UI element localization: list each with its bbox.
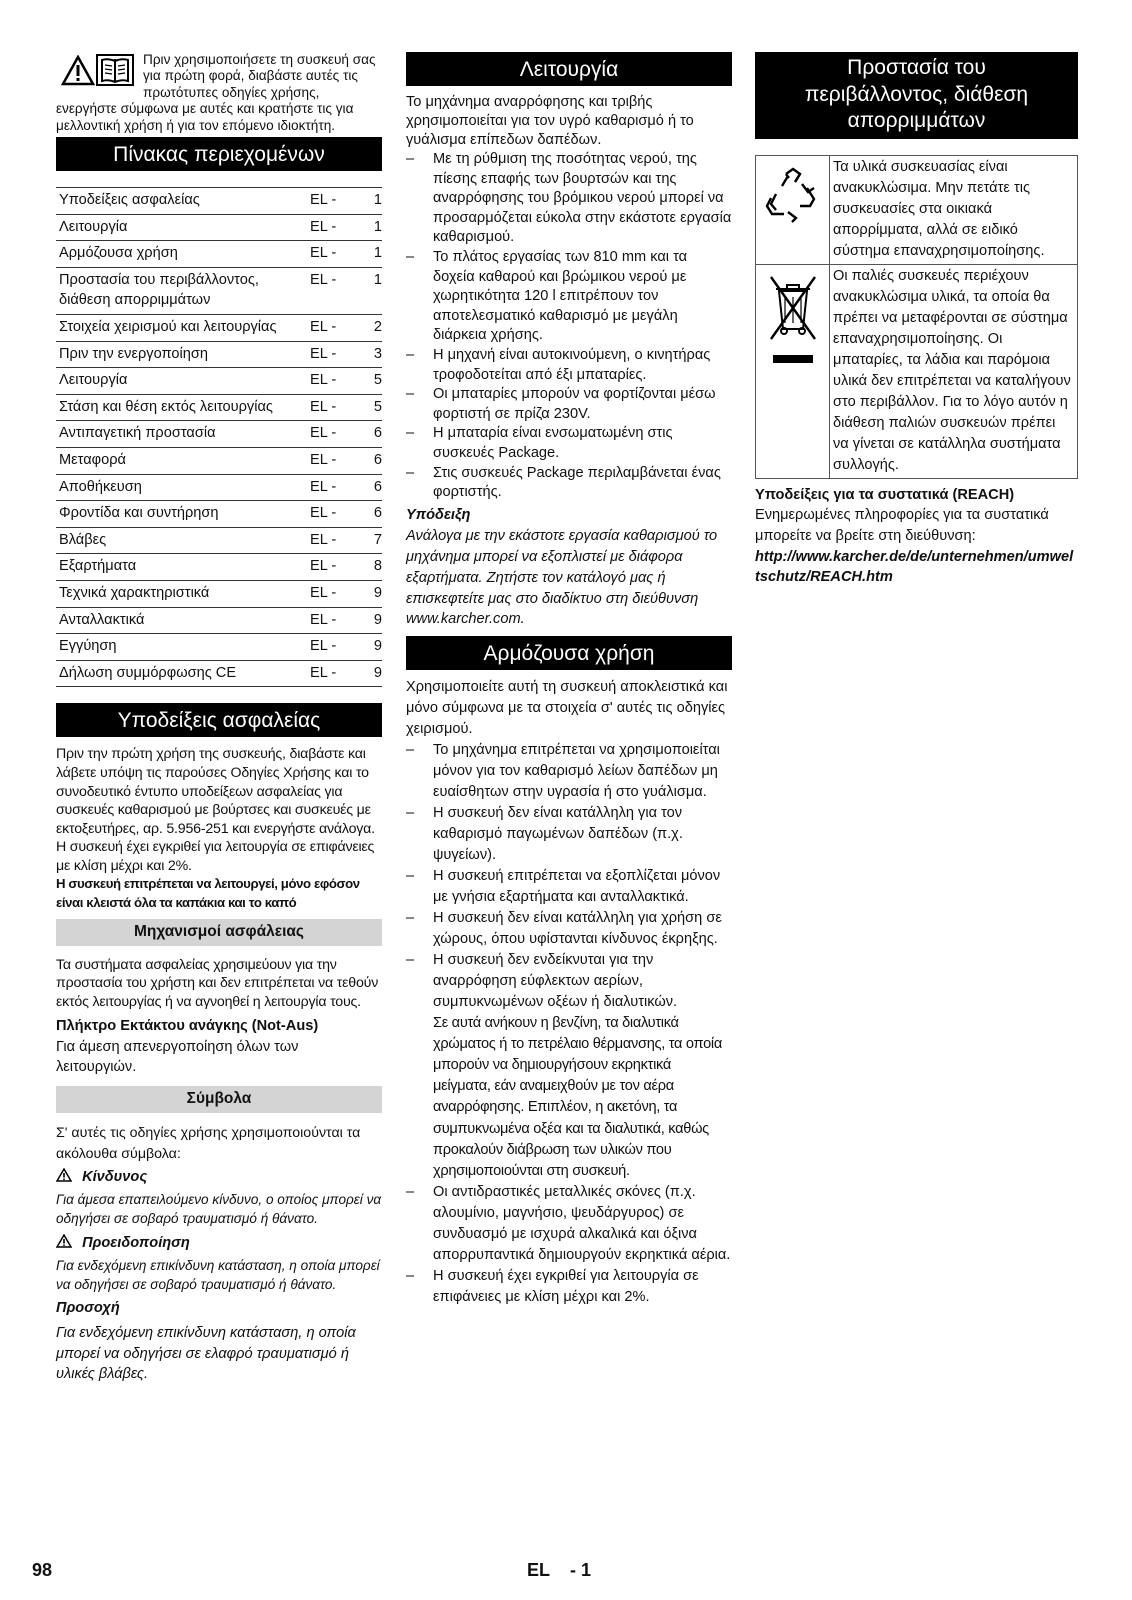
toc-page: 3 xyxy=(361,341,382,368)
function-title: Λειτουργία xyxy=(406,52,732,86)
toc-ref: EL - xyxy=(310,447,361,474)
toc-row[interactable] xyxy=(56,341,382,368)
intro-icons xyxy=(62,54,139,88)
toc-row[interactable] xyxy=(56,241,382,268)
footer-lang: EL xyxy=(527,1560,551,1580)
dash-marker: – xyxy=(406,1268,415,1285)
toc-row[interactable] xyxy=(56,267,382,314)
safety-paragraph-2: Η συσκευή έχει εγκριθεί για λειτουργία σε επιφάνειες με κλίση μέχρι και 2%. xyxy=(56,839,375,874)
list-item-text: Η συσκευή δεν είναι κατάλληλη για τον καθαρισμό παγωμένων δαπέδων (π.χ. ψυγείων). xyxy=(433,804,683,863)
dash-marker: – xyxy=(406,346,415,363)
recycle-row xyxy=(756,155,1078,264)
danger-title: Κίνδυνος xyxy=(82,1168,148,1185)
manual-book-icon xyxy=(96,54,134,86)
danger-text: Για άμεσα επαπειλούμενο κίνδυνο, ο οποίος μπορεί να οδηγήσει σε σοβαρό τραυματισμό ή θάνατο. xyxy=(56,1192,382,1227)
toc-row[interactable] xyxy=(56,527,382,554)
toc-row[interactable] xyxy=(56,634,382,661)
environment-table xyxy=(755,155,1078,479)
note-text: Ανάλογα με την εκάστοτε εργασία καθαρισμού το μηχάνημα μπορεί να εξοπλιστεί με διάφορα εξαρτήματα. Ζητήστε τον κατάλογό μας ή επισκεφτείτε μας στο διαδίκτυο στη διεύθυνση www.karcher.com. xyxy=(406,528,718,628)
danger-triangle-icon xyxy=(56,1168,72,1182)
column-right xyxy=(755,52,1078,588)
toc-ref: EL - xyxy=(310,580,361,607)
toc-page: 7 xyxy=(361,527,382,554)
toc-label[interactable]: Αποθήκευση xyxy=(56,474,310,501)
list-item xyxy=(406,1266,732,1308)
warning-title: Προειδοποίηση xyxy=(82,1234,190,1251)
toc-ref: EL - xyxy=(310,188,361,215)
dash-marker: – xyxy=(406,951,415,968)
column-left xyxy=(56,52,382,1385)
toc-row[interactable] xyxy=(56,554,382,581)
warning-text: Για ενδεχόμενη επικίνδυνη κατάσταση, η οποία μπορεί να οδηγήσει σε σοβαρό τραυματισμό ή θάνατο. xyxy=(56,1258,380,1292)
weee-cell xyxy=(756,264,830,478)
dash-marker: – xyxy=(406,1184,415,1201)
toc-ref: EL - xyxy=(310,660,361,687)
toc-ref: EL - xyxy=(310,341,361,368)
recycle-cell xyxy=(756,155,830,264)
list-item-text: Η μηχανή είναι αυτοκινούμενη, ο κινητήρας τροφοδοτείται από έξι μπαταρίες. xyxy=(433,346,711,383)
function-intro: Το μηχάνημα αναρρόφησης και τριβής χρησιμοποιείται για τον υγρό καθαρισμό ή το γυάλισμα επίπεδων δαπέδων. xyxy=(406,94,694,148)
toc-page: 1 xyxy=(361,188,382,215)
toc-label[interactable]: Στοιχεία χειρισμού και λειτουργίας xyxy=(56,315,310,342)
toc-label[interactable]: Αρμόζουσα χρήση xyxy=(56,241,310,268)
toc-row[interactable] xyxy=(56,188,382,215)
estop-text: Για άμεση απενεργοποίηση όλων των λειτουργιών. xyxy=(56,1038,299,1076)
dash-marker: – xyxy=(406,386,415,403)
caution-text: Για ενδεχόμενη επικίνδυνη κατάσταση, η οποία μπορεί να οδηγήσει σε ελαφρό τραυματισμό ή υλικές βλάβες. xyxy=(56,1324,356,1383)
list-item xyxy=(406,950,732,1013)
toc-table xyxy=(56,187,382,687)
list-item-text: Το πλάτος εργασίας των 810 mm και τα δοχεία καθαρού και βρώμικου νερού με χωρητικότητα 120 l επιτρέπουν τον αποτελεσματικό καθαρισμό με μεγάλη διάρκεια χρήσης. xyxy=(433,248,688,344)
toc-label[interactable]: Μεταφορά xyxy=(56,447,310,474)
list-item xyxy=(406,740,732,803)
proper-use-list-2 xyxy=(406,1182,732,1308)
intro-text: Πριν χρησιμοποιήσετε τη συσκευή σας για πρώτη φορά, διαβάστε αυτές τις πρωτότυπες οδηγίες χρήσης, ενεργήστε σύμφωνα με αυτές και κρατήστε τις για μελλοντική χρήση ή για τον επόμενο ιδιοκτήτη. xyxy=(56,52,376,133)
note-title: Υπόδειξη xyxy=(406,506,471,523)
proper-use-continuation: Σε αυτά ανήκουν η βενζίνη, τα διαλυτικά χρώματος ή το πετρέλαιο θέρμανσης, τα οποία μπορούν να δημιουργήσουν εκρηκτικά μείγματα, εάν αναμειχθούν με τον αέρα αναρρόφησης. Επιπλέον, η ακετόνη, τα συμπυκνωμένα οξέα και τα διαλυτικά, καθώς προκαλούν διάβρωση των υλικών που χρησιμοποιούνται στη συσκευή. xyxy=(433,1014,722,1180)
caution-title: Προσοχή xyxy=(56,1300,120,1317)
toc-page: 6 xyxy=(361,421,382,448)
environment-title: Προστασία του περιβάλλοντος, διάθεση απορριμμάτων xyxy=(755,52,1078,139)
weee-text: Οι παλιές συσκευές περιέχουν ανακυκλώσιμα υλικά, τα οποία θα πρέπει να μεταφέρονται σε σύστημα επαναχρησιμοποίησης. Οι μπαταρίες, τα λάδια και παρόμοια υλικά δεν επιτρέπεται να καταλήγουν στο περιβάλλον. Για το λόγο αυτόν η διάθεση παλιών συσκευών πρέπει να γίνεται σε κατάλληλα συστήματα συλλογής. xyxy=(830,264,1078,478)
dash-marker: – xyxy=(406,248,415,265)
dash-marker: – xyxy=(406,741,415,758)
list-item xyxy=(406,385,732,424)
list-item-text: Το μηχάνημα επιτρέπεται να χρησιμοποιείται μόνον για τον καθαρισμό λείων δαπέδων μη ευαίσθητων στην υγρασία ή στο γυάλισμα. xyxy=(433,741,720,800)
footer-page-ref: - 1 xyxy=(570,1560,592,1580)
list-item-text: Η συσκευή δεν ενδείκνυται για την αναρρόφηση εύφλεκτων αερίων, συμπυκνωμένων οξέων ή διαλυτικών. xyxy=(433,951,678,1010)
footer-page-number: 98 xyxy=(32,1560,53,1580)
dash-marker: – xyxy=(406,464,415,481)
toc-row[interactable] xyxy=(56,421,382,448)
toc-label[interactable]: Εξαρτήματα xyxy=(56,554,310,581)
toc-ref: EL - xyxy=(310,554,361,581)
mechanisms-subtitle: Μηχανισμοί ασφάλειας xyxy=(56,919,382,946)
toc-page: 5 xyxy=(361,368,382,395)
toc-row[interactable] xyxy=(56,607,382,634)
list-item xyxy=(406,424,732,463)
proper-use-title: Αρμόζουσα χρήση xyxy=(406,636,732,670)
dash-marker: – xyxy=(406,867,415,884)
toc-page: 6 xyxy=(361,447,382,474)
dash-marker: – xyxy=(406,151,415,167)
list-item-text: Οι μπαταρίες μπορούν να φορτίζονται μέσω φορτιστή σε πρίζα 230V. xyxy=(433,386,716,422)
toc-row[interactable] xyxy=(56,474,382,501)
function-list xyxy=(406,150,732,503)
list-item-text: Οι αντιδραστικές μεταλλικές σκόνες (π.χ. αλουμίνιο, μαγνήσιο, ψευδάργυρος) σε συνδυασμό με ισχυρά αλκαλικά και όξινα απορρυπαντικά δημιουργούν εκρηκτικά αέρια. xyxy=(433,1184,731,1264)
toc-label[interactable]: Εγγύηση xyxy=(56,634,310,661)
toc-ref: EL - xyxy=(310,607,361,634)
intro-block xyxy=(56,52,382,134)
safety-paragraph-1: Πριν την πρώτη χρήση της συσκευής, διαβάστε και λάβετε υπόψη τις παρούσες Οδηγίες Χρήσης και το συνοδευτικό έντυπο υποδείξεων ασφαλείας για συσκευές καθαρισμού με βούρτσες και συσκευές με εκτοξευτήρες, αρ. 5.956-251 και ενεργήστε ανάλογα. xyxy=(56,746,375,837)
toc-ref: EL - xyxy=(310,634,361,661)
list-item-text: Στις συσκευές Package περιλαμβάνεται ένας φορτιστής. xyxy=(433,464,721,501)
list-item-text: Με τη ρύθμιση της ποσότητας νερού, της πίεσης επαφής των βουρτσών και της αναρρόφησης του βρόμικου νερού μπορεί να προσαρμόζεται εύκολα στην εκάστοτε εργασία καθαρισμού. xyxy=(433,151,732,246)
toc-label[interactable]: Πριν την ενεργοποίηση xyxy=(56,341,310,368)
toc-label[interactable]: Ανταλλακτικά xyxy=(56,607,310,634)
dash-marker: – xyxy=(406,804,415,821)
toc-ref: EL - xyxy=(310,394,361,421)
safety-paragraph-3: Η συσκευή επιτρέπεται να λειτουργεί, μόνο εφόσον είναι κλειστά όλα τα καπάκια και το καπό xyxy=(56,876,360,911)
list-item xyxy=(406,248,732,346)
toc-page: 9 xyxy=(361,660,382,687)
toc-page: 1 xyxy=(361,267,382,314)
symbols-intro: Σ' αυτές τις οδηγίες χρήσης χρησιμοποιούνται τα ακόλουθα σύμβολα: xyxy=(56,1124,361,1162)
toc-row[interactable] xyxy=(56,394,382,421)
toc-page: 2 xyxy=(361,315,382,342)
list-item-text: Η συσκευή έχει εγκριθεί για λειτουργία σε επιφάνειες με κλίση μέχρι και 2%. xyxy=(433,1268,699,1306)
toc-label[interactable]: Βλάβες xyxy=(56,527,310,554)
toc-ref: EL - xyxy=(310,527,361,554)
toc-title: Πίνακας περιεχομένων xyxy=(56,137,382,171)
danger-heading xyxy=(56,1167,382,1188)
list-item xyxy=(406,908,732,950)
toc-row[interactable] xyxy=(56,660,382,687)
recycle-text: Τα υλικά συσκευασίας είναι ανακυκλώσιμα. Μην πετάτε τις συσκευασίες στα οικιακά απορρίμματα, αλλά σε ειδικό σύστημα επαναχρησιμοποίησης. xyxy=(830,155,1078,264)
toc-page: 6 xyxy=(361,501,382,528)
toc-ref: EL - xyxy=(310,501,361,528)
list-item xyxy=(406,346,732,385)
toc-page: 9 xyxy=(361,580,382,607)
list-item-text: Η συσκευή επιτρέπεται να εξοπλίζεται μόνον με γνήσια εξαρτήματα και ανταλλακτικά. xyxy=(433,867,721,905)
toc-page: 1 xyxy=(361,241,382,268)
toc-label[interactable]: Αντιπαγετική προστασία xyxy=(56,421,310,448)
toc-page: 6 xyxy=(361,474,382,501)
toc-row[interactable] xyxy=(56,315,382,342)
mechanisms-text: Τα συστήματα ασφαλείας χρησιμεύουν για την προστασία του χρήστη και δεν επιτρέπεται να τεθούν εκτός λειτουργίας ή να αγνοηθεί η λειτουργία τους. xyxy=(56,956,379,1011)
toc-ref: EL - xyxy=(310,315,361,342)
toc-row[interactable] xyxy=(56,501,382,528)
toc-label[interactable]: Λειτουργία xyxy=(56,214,310,241)
dash-marker: – xyxy=(406,425,415,442)
reach-title: Υποδείξεις για τα συστατικά (REACH) xyxy=(755,486,1015,503)
list-item xyxy=(406,1182,732,1266)
toc-ref: EL - xyxy=(310,241,361,268)
toc-ref: EL - xyxy=(310,267,361,314)
toc-label[interactable]: Λειτουργία xyxy=(56,368,310,395)
toc-page: 1 xyxy=(361,214,382,241)
list-item-text: Η μπαταρία είναι ενσωματωμένη στις συσκευές Package. xyxy=(433,425,673,461)
toc-label[interactable]: Προστασία του περιβάλλοντος, διάθεση απορριμμάτων xyxy=(56,267,310,314)
weee-row xyxy=(756,264,1078,478)
toc-label[interactable]: Υποδείξεις ασφαλείας xyxy=(56,188,310,215)
toc-ref: EL - xyxy=(310,421,361,448)
toc-page: 9 xyxy=(361,634,382,661)
symbols-subtitle: Σύμβολα xyxy=(56,1086,382,1113)
toc-row[interactable] xyxy=(56,214,382,241)
list-item xyxy=(406,464,732,503)
estop-title: Πλήκτρο Εκτάκτου ανάγκης (Not-Aus) xyxy=(56,1018,319,1035)
proper-use-list xyxy=(406,740,732,1013)
toc-row[interactable] xyxy=(56,580,382,607)
toc-page: 9 xyxy=(361,607,382,634)
warning-heading xyxy=(56,1233,382,1254)
toc-ref: EL - xyxy=(310,214,361,241)
toc-label[interactable]: Δήλωση συμμόρφωσης CE xyxy=(56,660,310,687)
toc-label[interactable]: Στάση και θέση εκτός λειτουργίας xyxy=(56,394,310,421)
reach-link[interactable]: http://www.karcher.de/de/unternehmen/umweltschutz/REACH.htm xyxy=(755,548,1074,586)
column-middle xyxy=(406,52,732,1308)
list-item xyxy=(406,150,732,248)
safety-title: Υποδείξεις ασφαλείας xyxy=(56,703,382,737)
proper-use-intro: Χρησιμοποιείτε αυτή τη συσκευή αποκλειστικά και μόνο σύμφωνα με τα στοιχεία σ' αυτές τις οδηγίες χειρισμού. xyxy=(406,679,728,737)
toc-label[interactable]: Φροντίδα και συντήρηση xyxy=(56,501,310,528)
list-item-text: Η συσκευή δεν είναι κατάλληλη για χρήση σε χώρους, όπου υφίστανται κίνδυνος έκρηξης. xyxy=(433,909,722,947)
toc-page: 5 xyxy=(361,394,382,421)
crossed-bin-icon xyxy=(767,273,819,365)
toc-row[interactable] xyxy=(56,447,382,474)
list-item xyxy=(406,866,732,908)
toc-ref: EL - xyxy=(310,368,361,395)
warning-triangle-icon xyxy=(61,55,95,86)
toc-ref: EL - xyxy=(310,474,361,501)
toc-row[interactable] xyxy=(56,368,382,395)
warning-small-triangle-icon xyxy=(56,1234,72,1248)
toc-page: 8 xyxy=(361,554,382,581)
dash-marker: – xyxy=(406,909,415,926)
list-item xyxy=(406,803,732,866)
toc-label[interactable]: Τεχνικά χαρακτηριστικά xyxy=(56,580,310,607)
recycle-icon xyxy=(762,166,824,224)
reach-text: Ενημερωμένες πληροφορίες για τα συστατικά μπορείτε να βρείτε στη διεύθυνση: xyxy=(755,507,1049,544)
